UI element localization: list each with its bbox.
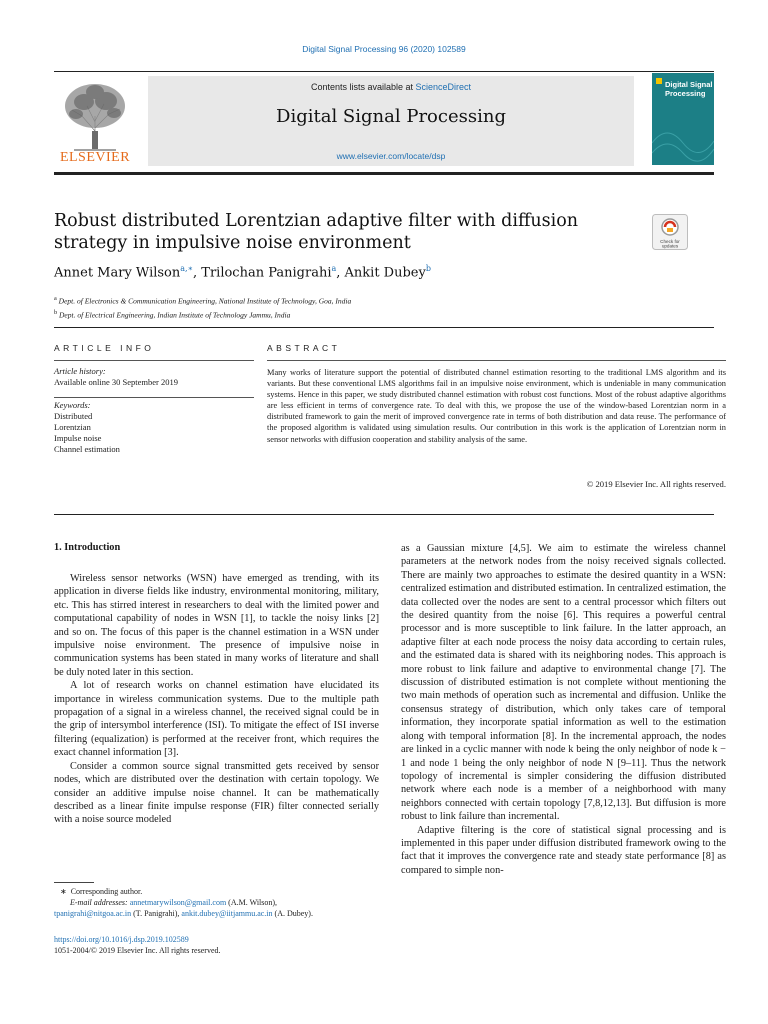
author-name[interactable]: Trilochan Panigrahi bbox=[201, 265, 332, 281]
journal-cover[interactable] bbox=[652, 73, 714, 165]
history-label: Article history: bbox=[54, 366, 106, 376]
svg-text:updates: updates bbox=[661, 243, 679, 249]
author-separator: , bbox=[336, 265, 345, 281]
author-affil-sup[interactable]: b bbox=[425, 264, 431, 273]
article-info-rule bbox=[54, 360, 254, 361]
section-rule bbox=[54, 327, 714, 328]
svg-text:Check for: Check for bbox=[660, 239, 680, 244]
keyword: Lorentzian bbox=[54, 422, 91, 432]
article-info-heading: ARTICLE INFO bbox=[54, 343, 155, 353]
affiliation-sup: b bbox=[54, 308, 58, 316]
footnotes bbox=[54, 886, 394, 920]
affiliation-text: Dept. of Electrical Engineering, Indian Institute of Technology Jammu, India bbox=[59, 310, 291, 319]
check-for-updates-icon[interactable] bbox=[652, 214, 688, 250]
abstract-rule bbox=[267, 360, 726, 361]
affiliation bbox=[54, 293, 351, 307]
email-owner: (A.M. Wilson), bbox=[228, 898, 278, 908]
keywords-rule bbox=[54, 397, 254, 398]
email-line bbox=[54, 897, 394, 908]
email-link[interactable]: ankit.dubey@iitjammu.ac.in bbox=[181, 909, 273, 919]
abstract-copyright: © 2019 Elsevier Inc. All rights reserved. bbox=[586, 479, 726, 489]
cover-mark bbox=[656, 78, 662, 84]
right-column bbox=[401, 542, 726, 877]
keyword: Channel estimation bbox=[54, 444, 120, 454]
affiliations bbox=[54, 293, 351, 320]
keyword: Distributed bbox=[54, 411, 93, 421]
paper-title: Robust distributed Lorentzian adaptive filter with diffusion strategy in impulsive noise environment bbox=[54, 211, 579, 253]
corresponding-note: ∗ Corresponding author. bbox=[60, 887, 143, 896]
keywords-label: Keywords: bbox=[54, 400, 91, 410]
footnote-rule bbox=[54, 882, 94, 883]
email-line bbox=[54, 908, 394, 919]
article-history bbox=[54, 366, 178, 388]
section-heading-introduction: 1. Introduction bbox=[54, 542, 121, 553]
journal-url-link[interactable]: www.elsevier.com/locate/dsp bbox=[336, 151, 446, 161]
left-column bbox=[54, 572, 379, 827]
author-affil-sup[interactable]: a,∗ bbox=[180, 264, 194, 273]
author-list bbox=[54, 264, 431, 280]
author-name[interactable]: Annet Mary Wilson bbox=[54, 265, 181, 281]
sciencedirect-link[interactable]: ScienceDirect bbox=[415, 82, 472, 92]
affiliation-sup: a bbox=[54, 295, 57, 302]
author-separator: , bbox=[193, 265, 202, 281]
email-link[interactable]: tpanigrahi@nitgoa.ac.in bbox=[54, 909, 132, 919]
doi-block bbox=[54, 934, 221, 956]
email-owner: (A. Dubey). bbox=[274, 909, 313, 919]
keyword: Impulse noise bbox=[54, 433, 102, 443]
keywords-block bbox=[54, 400, 120, 455]
elsevier-wordmark: ELSEVIER bbox=[59, 150, 131, 165]
header-rule bbox=[54, 172, 714, 175]
top-rule bbox=[54, 71, 714, 72]
journal-header bbox=[148, 76, 634, 166]
body-rule bbox=[54, 514, 714, 515]
contents-line bbox=[148, 82, 634, 92]
email-link[interactable]: annetmarywilson@gmail.com bbox=[129, 898, 227, 908]
affiliation-text: Dept. of Electronics & Communication Engineering, National Institute of Technology, Goa, India bbox=[58, 296, 352, 306]
paragraph: Consider a common source signal transmitted gets received by sensor nodes, which are distributed over the destination with certain topology. We consider an additive impulse noise channel. It can be mathematically described as a linear finite impulse response (FIR) filter connected serially with a noise source modeled bbox=[54, 760, 379, 826]
affiliation bbox=[54, 307, 351, 321]
contents-prefix: Contents lists available at bbox=[310, 82, 416, 92]
paragraph: A lot of research works on channel estimation have elucidated its importance in wireless communication systems. Due to the multiple path propagation of a signal in a wireless channel, the received signal could be in the grip of intersymbol interference (ISI). To mitigate the effect of ISI inverse filtering (equalization) is performed at the receiver front, which requires the exact channel information [3]. bbox=[54, 680, 379, 759]
corresponding-text: Corresponding author. bbox=[70, 887, 143, 896]
issn-line: 1051-2004/© 2019 Elsevier Inc. All rights reserved. bbox=[54, 946, 221, 955]
doi-link[interactable]: https://doi.org/10.1016/j.dsp.2019.102589 bbox=[54, 935, 189, 944]
author-name[interactable]: Ankit Dubey bbox=[344, 265, 426, 281]
email-label: E-mail addresses: bbox=[70, 898, 128, 908]
cover-title: Digital Signal Processing bbox=[665, 80, 713, 98]
abstract-heading: ABSTRACT bbox=[267, 343, 341, 353]
paragraph: Wireless sensor networks (WSN) have emerged as trending, with its application in diverse fields like industry, environmental monitoring, military, etc. This has stirred interest in researchers to deal with the limited power and computational capability of nodes in WSN [1], to tackle the noisy links [2] and so on. The focus of this paper is the channel estimation in a WSN under impulsive noise environment. The presence of impulsive noise in communication systems has been stated in many works of literature and shall be duly noted later in this section. bbox=[54, 573, 379, 678]
journal-title: Digital Signal Processing bbox=[276, 106, 506, 127]
history-value: Available online 30 September 2019 bbox=[54, 377, 179, 387]
email-owner: (T. Panigrahi), bbox=[133, 909, 180, 919]
paragraph: Adaptive filtering is the core of statistical signal processing and is implemented in this paper under diffusion distributed framework owing to the fact that it improves the convergence rate and steady state performance [8] as compared to simple non- bbox=[401, 824, 726, 876]
journal-reference-link[interactable]: Digital Signal Processing 96 (2020) 102589 bbox=[302, 44, 466, 54]
abstract-text: Many works of literature support the potential of distributed channel estimation resorting to the traditional LMS algorithm and its variants. But these conventional LMS algorithms fail in an impulsive noise environment, which is undeniable in many communication systems. Hence in this paper, we study distributed channel estimation with robust cost functions. Most of the robust adaptive algorithms are less efficient in terms of convergence rate. To deal with this, we propose the use of the window-based Lorentzian norm in a distributed framework to gain the merit of improved convergence rate in terms of both distribution and data reuse. The performance of the proposed algorithm is validated using simulation results. Our contribution in this work is the application of Lorentzian norm in sensor networks with diffusion cooperation and stability analysis of the same. bbox=[267, 368, 726, 444]
author-affil-sup[interactable]: a bbox=[331, 264, 337, 273]
cover-pattern bbox=[652, 113, 714, 165]
paragraph: as a Gaussian mixture [4,5]. We aim to estimate the wireless channel parameters at the network nodes from the noisy received signals collected. There are mainly two approaches to estimate the desired quantity in a WSN: centralized estimation and distributed estimation. In centralized estimation, the data collected over the nodes are sent to a central processor which filters out the desired quantity from the noise [6]. This requires a powerful central processor and is more susceptible to link failure. In the latter approach, an adaptive filter at each node process the noisy data according to certain rules, and the estimated data is shared with its neighboring nodes. This approach is more robust to link failure and adaptive to environmental change [7]. The discussion of distributed estimation is not complete without mentioning the two main methods of operation such as incremental and diffusion. Unlike the consensus strategy of distribution, which only takes care of temporal information, they incorporate spatial information as well to the estimation along with temporal information [8]. In the incremental approach, the nodes are linked in a cyclic manner with node k being the only neighbor of node k − 1 and node 1 being the only neighbor of node N [9–11]. Thus the network topology of incremental is simpler considering the diffusion distributed network where each node is a member of a neighborhood with many neighbors connected with certain topology [7,8,12,13]. But diffusion is more robust to link failure than incremental. bbox=[401, 543, 726, 823]
